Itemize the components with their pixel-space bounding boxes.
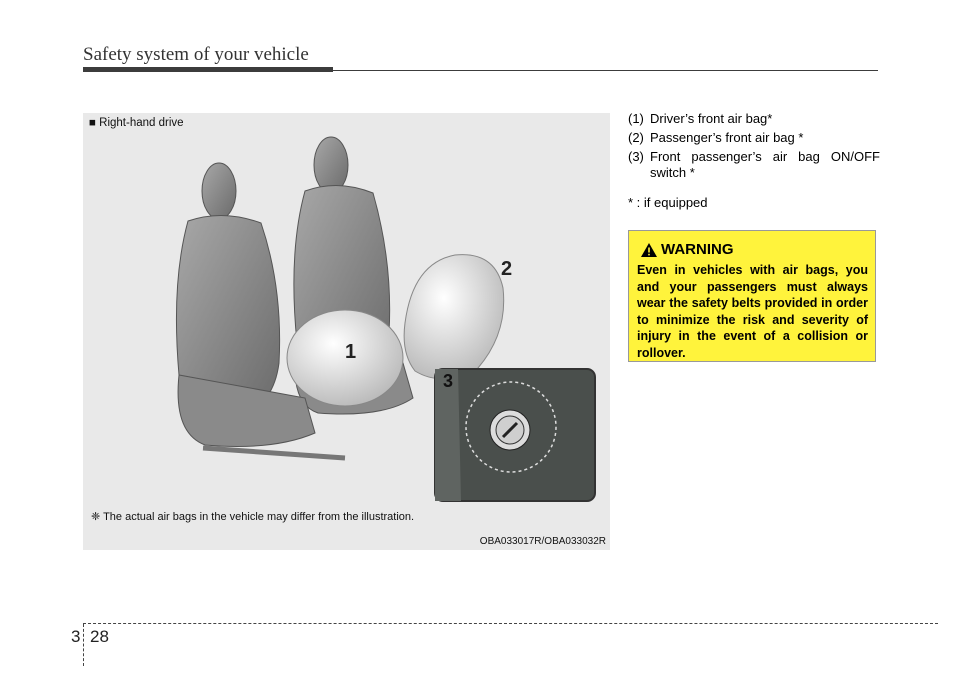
- warning-title: WARNING: [661, 241, 734, 258]
- callout-1: 1: [345, 341, 357, 363]
- legend-item: [628, 149, 880, 181]
- warning-body: Even in vehicles with air bags, you and your passengers must always wear the safety belts provided in order to minimize the risk and severity of injury in the event of a collision or rollover.: [637, 263, 868, 360]
- legend-text: Driver’s front air bag*: [650, 111, 773, 126]
- airbag-illustration: [83, 113, 610, 550]
- legend-list: [628, 111, 880, 211]
- warning-box: [628, 230, 876, 362]
- warning-header: [641, 241, 734, 258]
- legend-item: [628, 130, 880, 146]
- legend-item: [628, 111, 880, 127]
- figure-caption: ■ Right-hand drive: [89, 117, 184, 129]
- figure-note: ❈ The actual air bags in the vehicle may differ from the illustration.: [91, 511, 415, 523]
- chapter-number: 3: [71, 627, 81, 646]
- figure-code: OBA033017R/OBA033032R: [479, 536, 606, 547]
- footer-vertical-rule: [83, 624, 84, 666]
- legend-number: (3): [628, 149, 644, 164]
- footer-rule: [83, 623, 938, 624]
- legend-text: Front passenger’s air bag ON/OFF switch *: [650, 149, 880, 180]
- warning-triangle-icon: [641, 243, 657, 257]
- legend-number: (1): [628, 111, 644, 126]
- callout-2: 2: [501, 258, 513, 280]
- passenger-airbag: [404, 255, 504, 379]
- airbag-switch-inset: [435, 369, 595, 501]
- page-number: 28: [90, 627, 109, 646]
- legend-number: (2): [628, 130, 644, 145]
- header-rule-thick: [83, 67, 333, 72]
- callout-3: 3: [443, 371, 454, 391]
- page-header-title: Safety system of your vehicle: [83, 44, 309, 65]
- legend-footnote: * : if equipped: [628, 195, 708, 210]
- seats-airbags-drawing: [83, 113, 610, 550]
- legend-text: Passenger’s front air bag *: [650, 130, 804, 145]
- header-rule-thin: [333, 70, 878, 71]
